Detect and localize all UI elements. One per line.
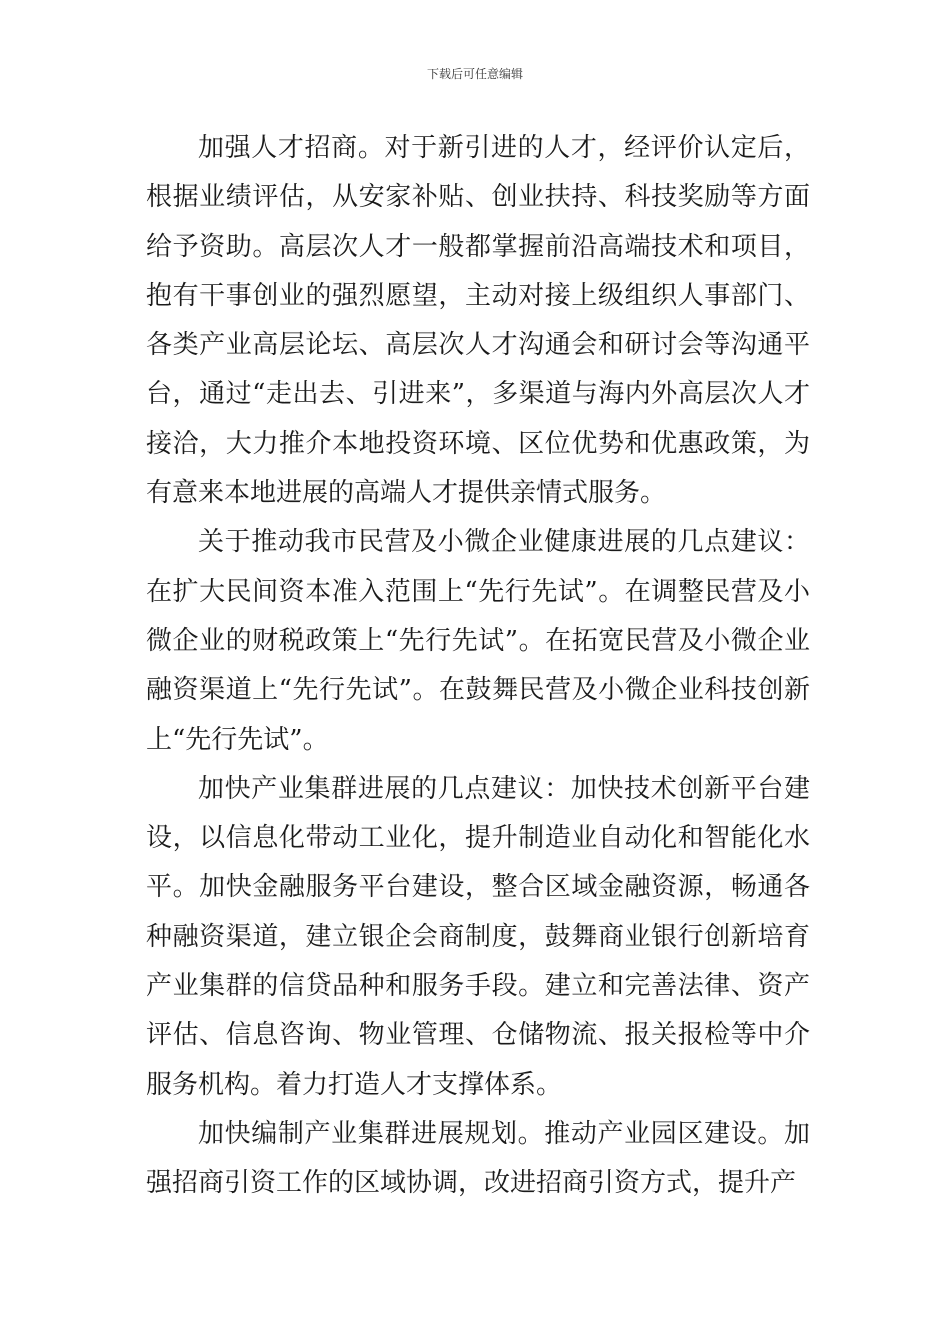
paragraph-private-enterprise-suggestions: 关于推动我市民营及小微企业健康进展的几点建议：在扩大民间资本准入范围上“先行先试”。在调整民营及小微企业的财税政策上“先行先试”。在拓宽民营及小微企业融资渠道上“先行先试”。在鼓舞民营及小微企业科技创新上“先行先试”。 xyxy=(146,527,810,755)
paragraph-talent-attraction: 加强人才招商。对于新引进的人才，经评价认定后，根据业绩评估，从安家补贴、创业扶持、科技奖励等方面给予资助。高层次人才一般都掌握前沿高端技术和项目，抱有干事创业的强烈愿望，主动对接上级组织人事部门、各类产业高层论坛、高层次人才沟通会和研讨会等沟通平台，通过“走出去、引进来”，多渠道与海内外高层次人才接洽，大力推介本地投资环境、区位优势和优惠政策，为有意来本地进展的高端人才提供亲情式服务。 xyxy=(146,133,810,509)
document-body xyxy=(146,124,810,1209)
page-header: 下载后可任意编辑 xyxy=(426,67,523,81)
paragraph-cluster-planning: 加快编制产业集群进展规划。推动产业园区建设。加强招商引资工作的区域协调，改进招商引资方式，提升产 xyxy=(146,1118,810,1199)
paragraph-industry-cluster-suggestions: 加快产业集群进展的几点建议：加快技术创新平台建设，以信息化带动工业化，提升制造业自动化和智能化水平。加快金融服务平台建设，整合区域金融资源，畅通各种融资渠道，建立银企会商制度，鼓舞商业银行创新培育产业集群的信贷品种和服务手段。建立和完善法律、资产评估、信息咨询、物业管理、仓储物流、报关报检等中介服务机构。着力打造人才支撑体系。 xyxy=(146,773,810,1100)
